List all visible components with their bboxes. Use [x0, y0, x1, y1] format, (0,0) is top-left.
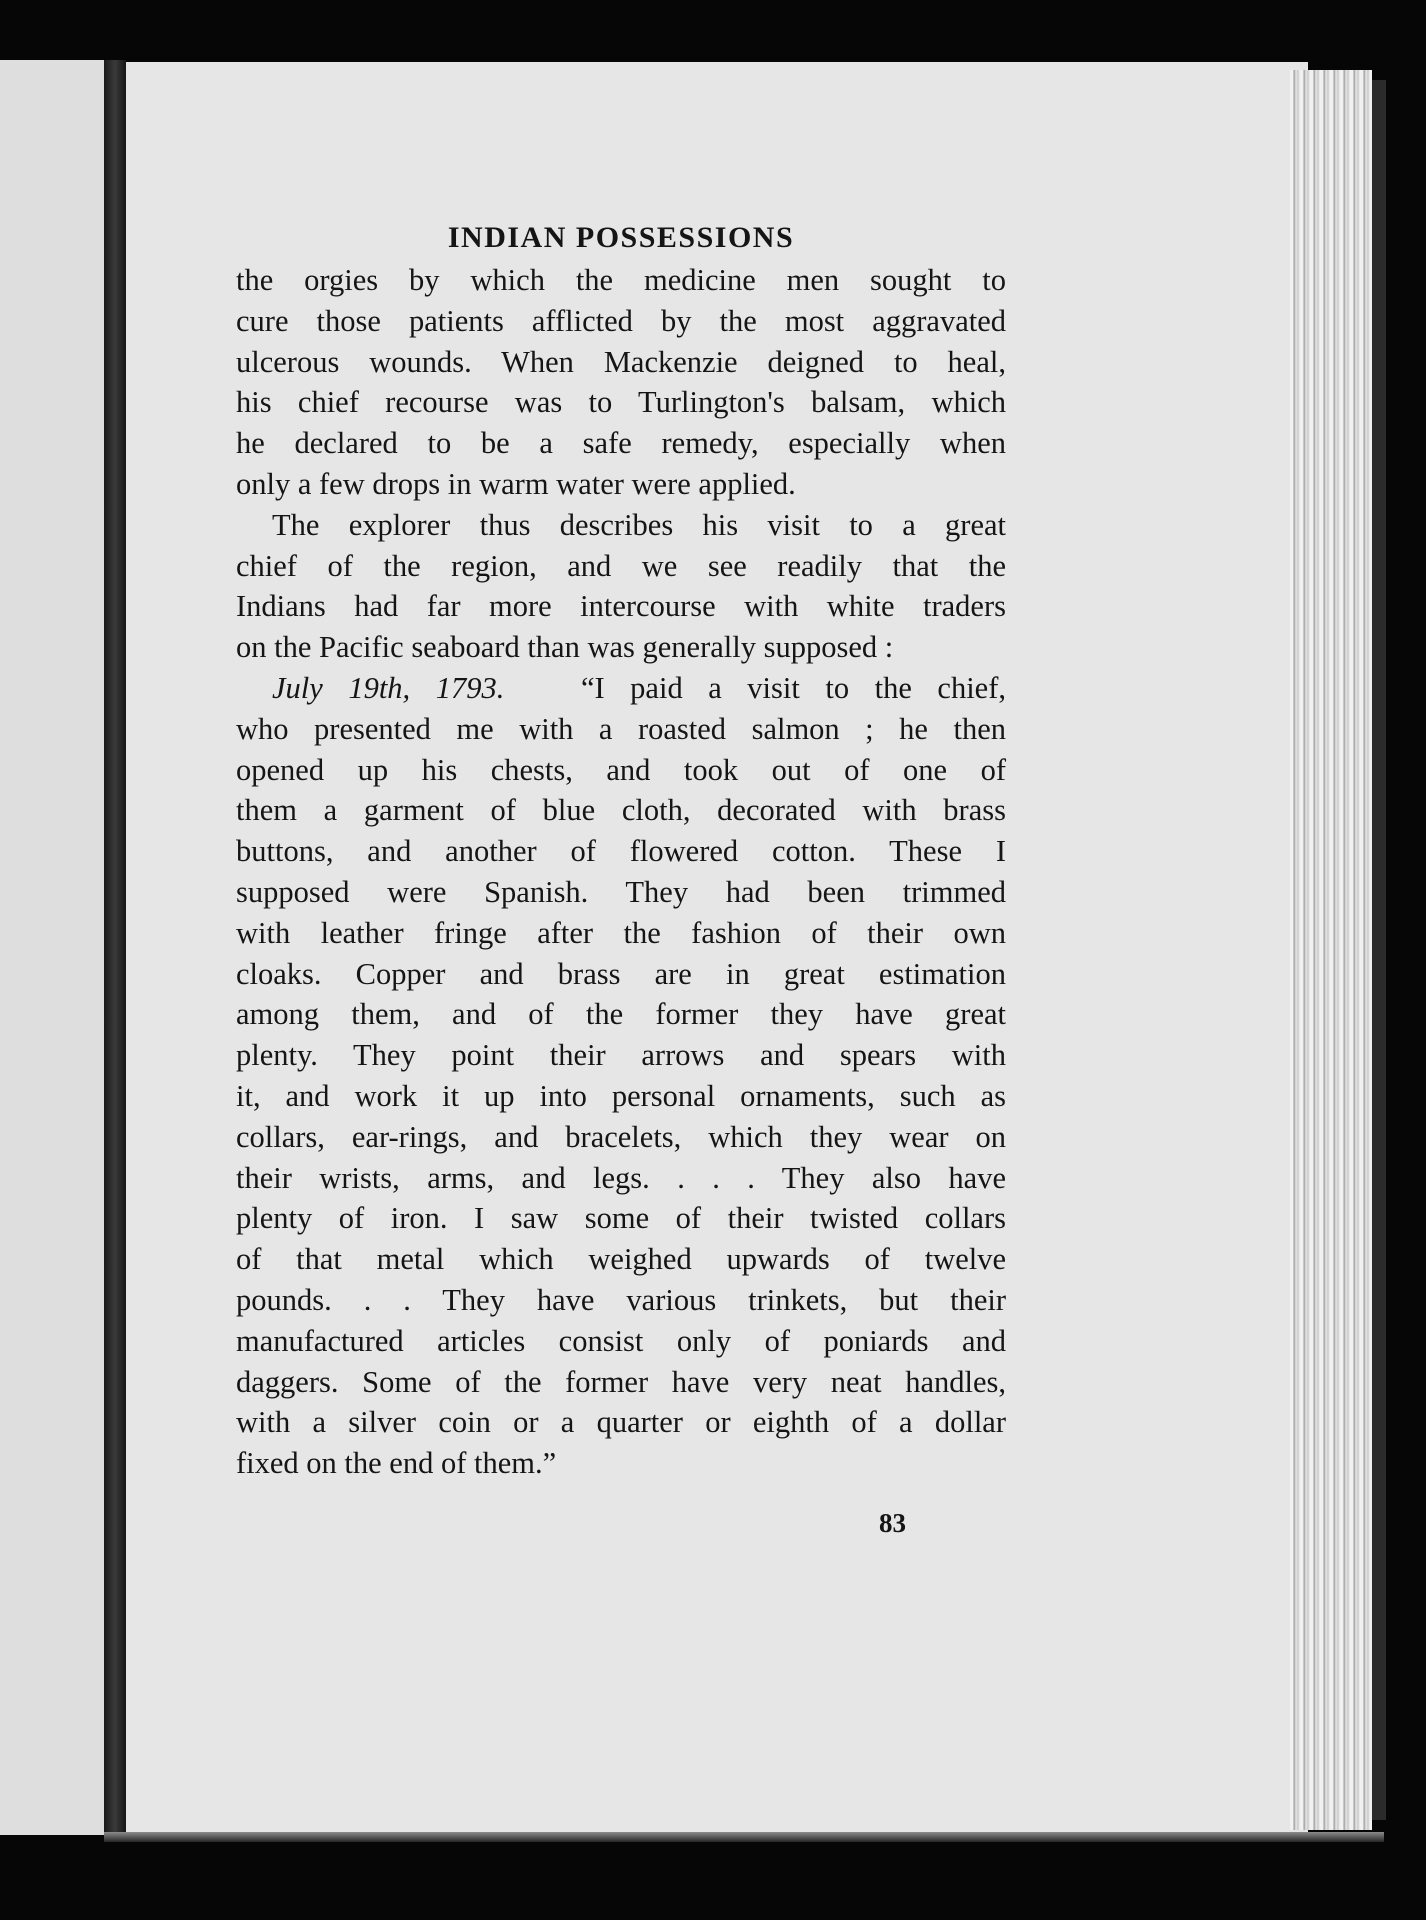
text-line: opened up his chests, and took out of one of [236, 752, 1006, 787]
text-line: them a garment of blue cloth, decorated with brass [236, 793, 1006, 828]
running-head: INDIAN POSSESSIONS [447, 221, 795, 254]
text-line: among them, and of the former they have great [236, 997, 1006, 1032]
text-line: on the Pacific seaboard than was generally supposed : [236, 630, 894, 665]
text-line: plenty. They point their arrows and spears with [236, 1038, 1006, 1073]
text-line: plenty of iron. I saw some of their twisted collars [236, 1201, 1006, 1236]
quote-opening-line [236, 668, 1006, 709]
text-line: cure those patients afflicted by the most aggravated [236, 303, 1006, 338]
quote-date: July 19th, 1793. [272, 670, 505, 705]
text-line: pounds. . . They have various trinkets, but their [236, 1282, 1006, 1317]
page-text-block [236, 216, 1006, 1484]
quote-opening-text: “I paid a visit to the chief, [580, 670, 1006, 705]
text-line: only a few drops in warm water were applied. [236, 466, 796, 501]
text-line: with a silver coin or a quarter or eighth of a dollar [236, 1405, 1006, 1440]
text-line: of that metal which weighed upwards of twelve [236, 1242, 1006, 1277]
text-line: supposed were Spanish. They had been trimmed [236, 874, 1006, 909]
cover-board-edge [1372, 80, 1386, 1820]
text-line: collars, ear-rings, and bracelets, which they wear on [236, 1119, 1006, 1154]
text-line: chief of the region, and we see readily that the [236, 548, 1006, 583]
page-bottom-edge [104, 1832, 1384, 1842]
text-line: The explorer thus describes his visit to a great [272, 507, 1006, 542]
text-line: manufactured articles consist only of poniards and [236, 1323, 1006, 1358]
facing-page-edge [0, 60, 104, 1835]
text-line: his chief recourse was to Turlington's balsam, which [236, 385, 1006, 420]
text-line: buttons, and another of flowered cotton. These I [236, 834, 1006, 869]
text-line: cloaks. Copper and brass are in great estimation [236, 956, 1006, 991]
text-line: it, and work it up into personal ornaments, such as [236, 1078, 1006, 1113]
page-fore-edge [1290, 70, 1372, 1830]
text-line: with leather fringe after the fashion of their own [236, 915, 1006, 950]
book-gutter [104, 60, 126, 1835]
text-line: their wrists, arms, and legs. . . . They also have [236, 1160, 1006, 1195]
text-line: the orgies by which the medicine men sought to [236, 263, 1006, 297]
text-line: who presented me with a roasted salmon ; he then [236, 711, 1006, 746]
text-line: fixed on the end of them.” [236, 1446, 557, 1481]
text-line: he declared to be a safe remedy, especially when [236, 426, 1006, 461]
page-number: 83 [879, 1508, 906, 1538]
text-line: daggers. Some of the former have very neat handles, [236, 1364, 1006, 1399]
text-line: ulcerous wounds. When Mackenzie deigned to heal, [236, 344, 1006, 379]
text-line: Indians had far more intercourse with white traders [236, 589, 1006, 624]
